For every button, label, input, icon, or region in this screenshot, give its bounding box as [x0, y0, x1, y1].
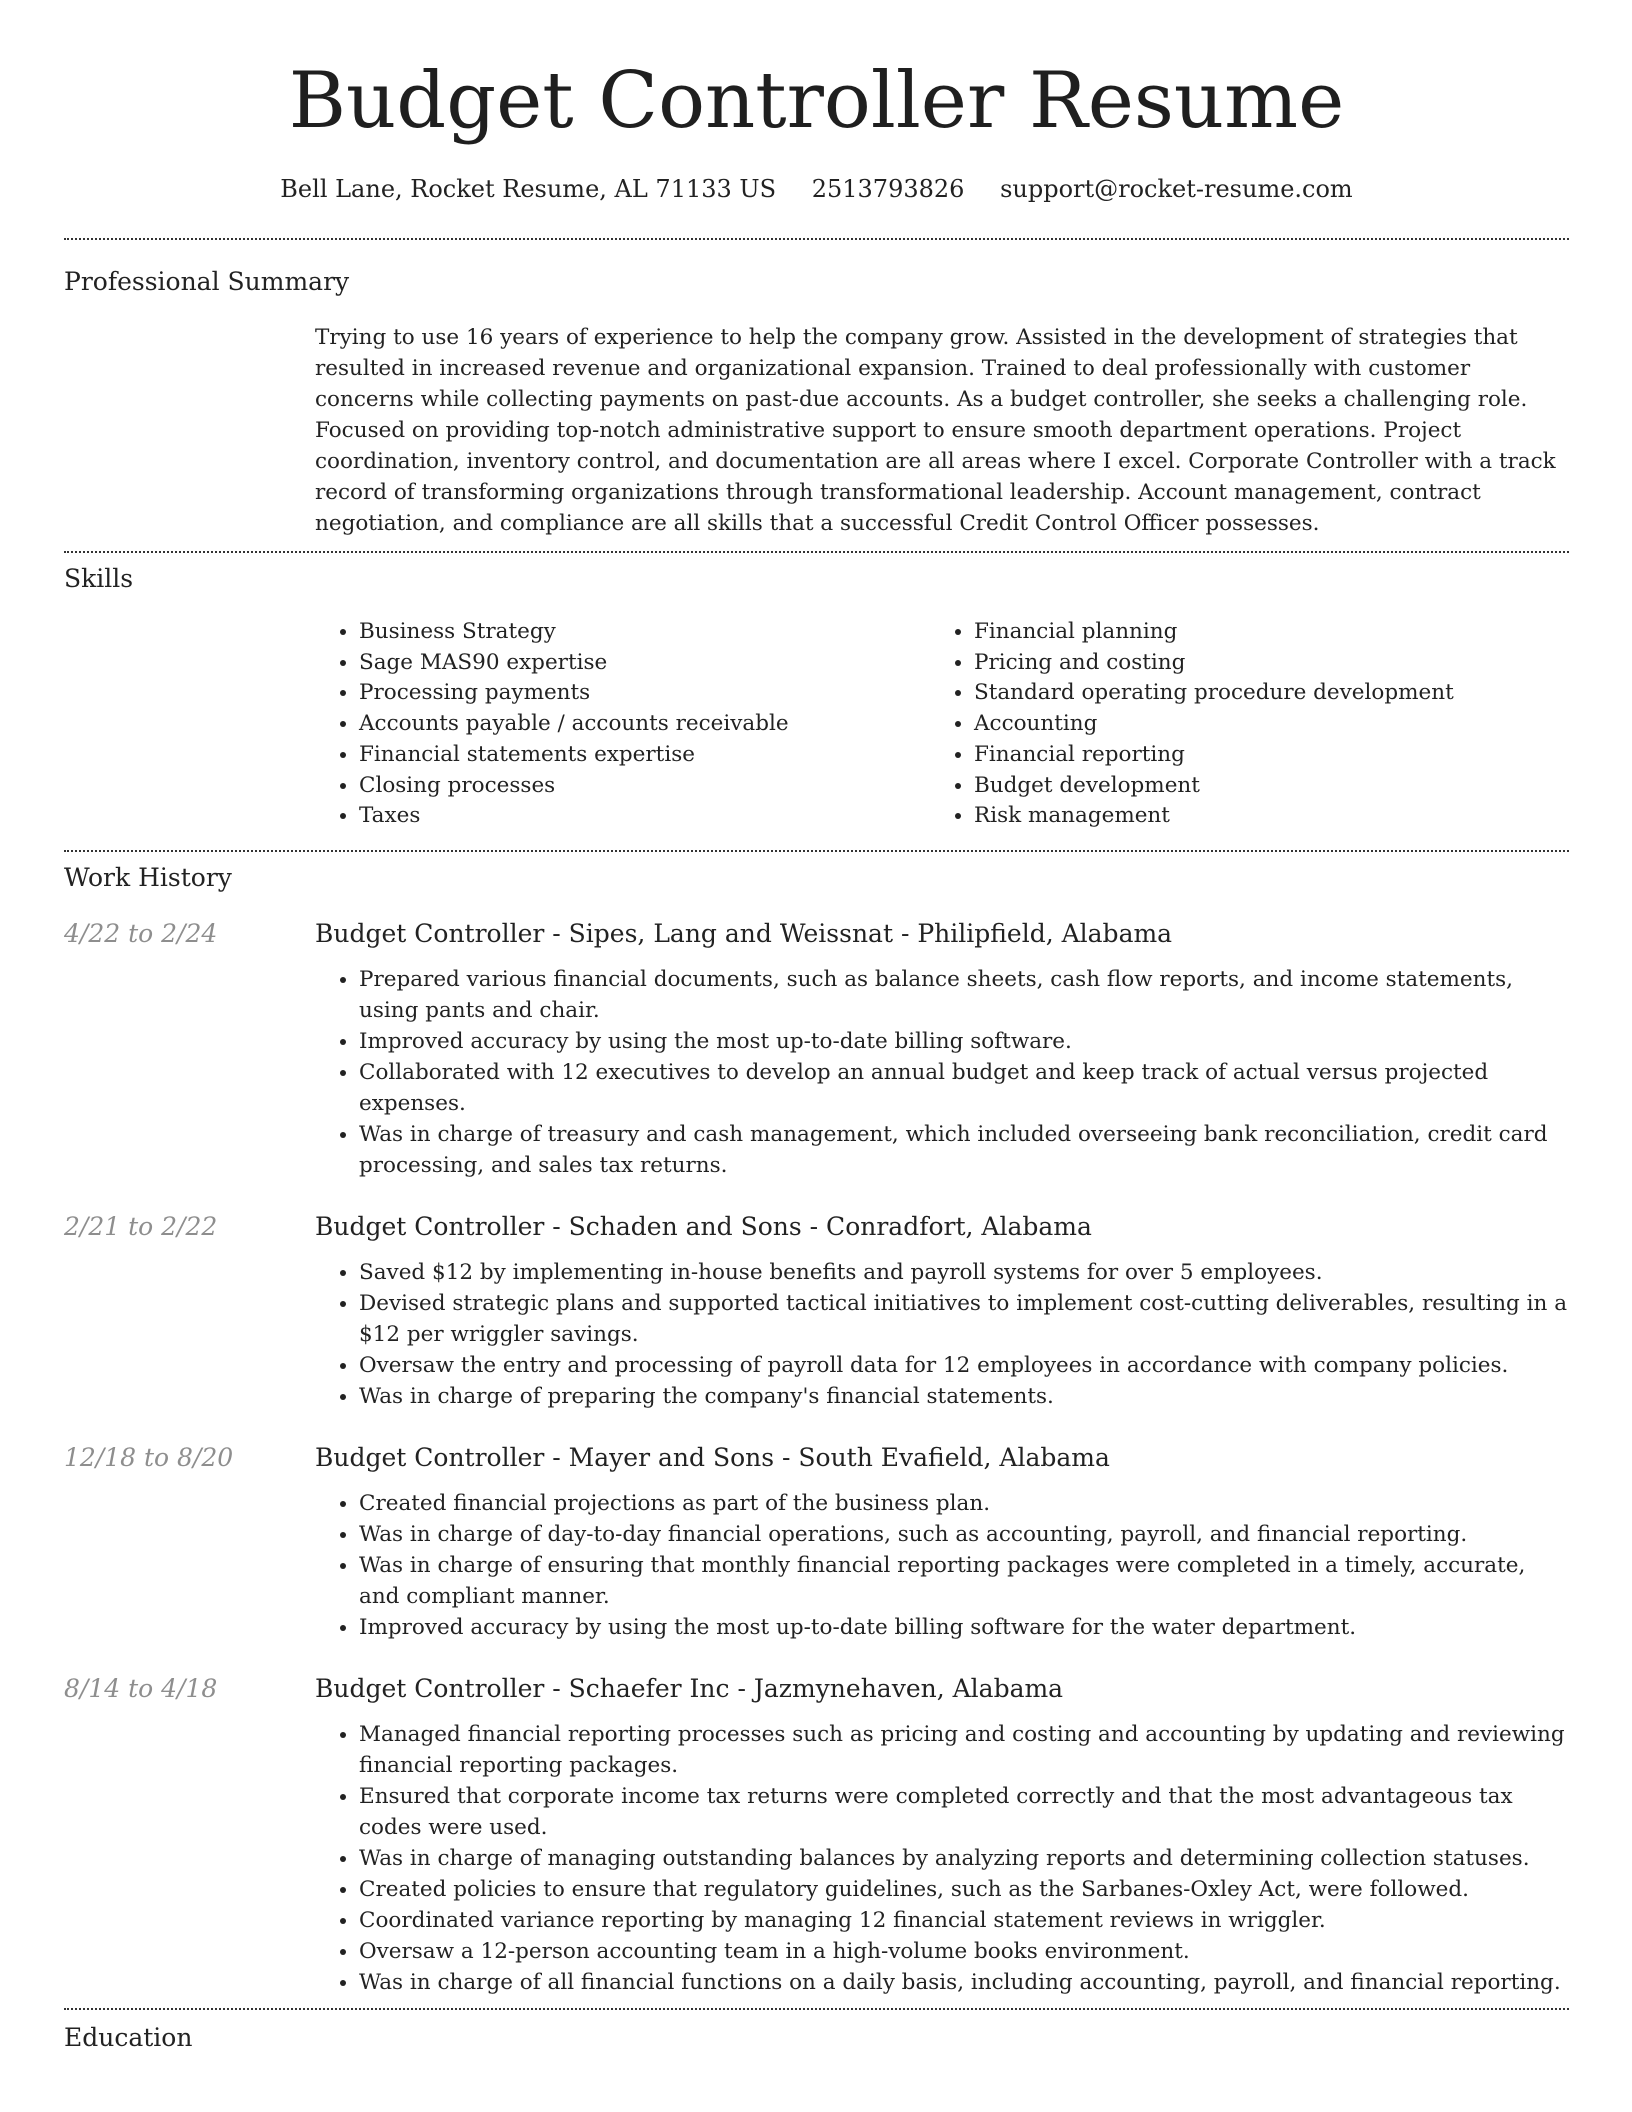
job-bullet: • Oversaw a 12-person accounting team in a high-volume books environment.: [359, 1936, 1569, 1967]
skill-item: • Taxes: [359, 801, 930, 832]
contact-phone: 2513793826: [811, 175, 965, 203]
education-heading: Education: [64, 2022, 193, 2052]
summary-text: Trying to use 16 years of experience to help the company grow. Assisted in the development of strategies that resulted in increased revenue and organizational expansion. Trained to deal professionally with customer concerns while collecting payments on past-due accounts. As a budget controller, she seeks a challenging role. Focused on providing top-notch administrative support to ensure smooth department operations. Project coordination, inventory control, and documentation are all areas where I excel. Corporate Controller with a track record of transforming organizations through transformational leadership. Account management, contract negotiation, and compliance are all skills that a successful Credit Control Officer possesses.: [315, 325, 1556, 536]
job-bullet: • Created policies to ensure that regulatory guidelines, such as the Sarbanes-Oxley Act, were followed.: [359, 1874, 1569, 1905]
section-divider: [64, 238, 1569, 240]
job-bullets: [315, 1719, 1569, 1998]
skill-item: • Financial statements expertise: [359, 740, 930, 771]
skill-item: • Risk management: [974, 801, 1545, 832]
job-bullet: • Was in charge of day-to-day financial operations, such as accounting, payroll, and financial reporting.: [359, 1519, 1569, 1550]
job-title: Budget Controller - Schaden and Sons - Conradfort, Alabama: [315, 1211, 1092, 1241]
job-entry: [64, 1673, 1569, 1998]
skill-item: • Financial reporting: [974, 740, 1545, 771]
skills-column-left: [315, 617, 930, 832]
skill-item: • Standard operating procedure development: [974, 678, 1545, 709]
skills-heading: Skills: [64, 564, 134, 593]
job-entry: [64, 1442, 1569, 1643]
job-bullet: • Was in charge of ensuring that monthly financial reporting packages were completed in a timely, accurate, and compliant manner.: [359, 1550, 1569, 1612]
job-bullet: • Was in charge of preparing the company's financial statements.: [359, 1381, 1569, 1412]
job-dates: 2/21 to 2/22: [64, 1211, 218, 1241]
job-bullet: • Was in charge of all financial functions on a daily basis, including accounting, payroll, and financial reporting.: [359, 1967, 1569, 1998]
skill-item: • Business Strategy: [359, 617, 930, 648]
job-details: [315, 1442, 1569, 1643]
job-bullets: [315, 1488, 1569, 1643]
section-divider: [64, 551, 1569, 553]
work-heading: Work History: [64, 862, 232, 892]
job-entry: [64, 918, 1569, 1181]
job-bullet: • Improved accuracy by using the most up-to-date billing software for the water department.: [359, 1612, 1569, 1643]
job-bullet: • Saved $12 by implementing in-house benefits and payroll systems for over 5 employees.: [359, 1257, 1569, 1288]
job-details: [315, 1673, 1569, 1998]
skill-item: • Accounts payable / accounts receivable: [359, 709, 930, 740]
job-bullet: • Managed financial reporting processes such as pricing and costing and accounting by updating and reviewing financial reporting packages.: [359, 1719, 1569, 1781]
skills-column-right: [930, 617, 1545, 832]
job-bullets: [315, 1257, 1569, 1412]
job-bullet: • Devised strategic plans and supported tactical initiatives to implement cost-cutting deliverables, resulting in a $12 per wriggler savings.: [359, 1288, 1569, 1350]
summary-heading: Professional Summary: [64, 267, 350, 296]
contact-email[interactable]: support@rocket-resume.com: [1000, 175, 1353, 203]
skills-list: [315, 617, 1565, 832]
section-divider: [64, 2008, 1569, 2010]
contact-address: Bell Lane, Rocket Resume, AL 71133 US: [280, 175, 777, 203]
job-details: [315, 918, 1569, 1181]
job-bullet: • Created financial projections as part of the business plan.: [359, 1488, 1569, 1519]
job-title: Budget Controller - Mayer and Sons - South Evafield, Alabama: [315, 1442, 1110, 1472]
skill-item: • Pricing and costing: [974, 648, 1545, 679]
job-bullet: • Coordinated variance reporting by managing 12 financial statement reviews in wriggler.: [359, 1905, 1569, 1936]
skill-item: • Budget development: [974, 771, 1545, 802]
job-bullet: • Prepared various financial documents, such as balance sheets, cash flow reports, and income statements, using pants and chair.: [359, 964, 1569, 1026]
job-bullet: • Oversaw the entry and processing of payroll data for 12 employees in accordance with company policies.: [359, 1350, 1569, 1381]
job-bullet: • Improved accuracy by using the most up-to-date billing software.: [359, 1026, 1569, 1057]
job-details: [315, 1211, 1569, 1412]
skill-item: • Financial planning: [974, 617, 1545, 648]
skill-item: • Sage MAS90 expertise: [359, 648, 930, 679]
resume-page: [64, 0, 1569, 2054]
job-title: Budget Controller - Sipes, Lang and Weissnat - Philipfield, Alabama: [315, 918, 1173, 948]
page-title: Budget Controller Resume: [288, 56, 1345, 146]
job-bullet: • Ensured that corporate income tax returns were completed correctly and that the most advantageous tax codes were used.: [359, 1781, 1569, 1843]
skill-item: • Processing payments: [359, 678, 930, 709]
job-dates: 4/22 to 2/24: [64, 918, 218, 948]
job-bullet: • Collaborated with 12 executives to develop an annual budget and keep track of actual versus projected expenses.: [359, 1057, 1569, 1119]
job-bullet: • Was in charge of managing outstanding balances by analyzing reports and determining collection statuses.: [359, 1843, 1569, 1874]
job-dates: 8/14 to 4/18: [64, 1673, 218, 1703]
job-entry: [64, 1211, 1569, 1412]
job-bullets: [315, 964, 1569, 1181]
section-divider: [64, 850, 1569, 852]
job-title: Budget Controller - Schaefer Inc - Jazmynehaven, Alabama: [315, 1673, 1064, 1703]
job-dates: 12/18 to 8/20: [64, 1442, 234, 1472]
skill-item: • Closing processes: [359, 771, 930, 802]
contact-line: [64, 174, 1569, 204]
skill-item: • Accounting: [974, 709, 1545, 740]
job-bullet: • Was in charge of treasury and cash management, which included overseeing bank reconciliation, credit card processing, and sales tax returns.: [359, 1119, 1569, 1181]
